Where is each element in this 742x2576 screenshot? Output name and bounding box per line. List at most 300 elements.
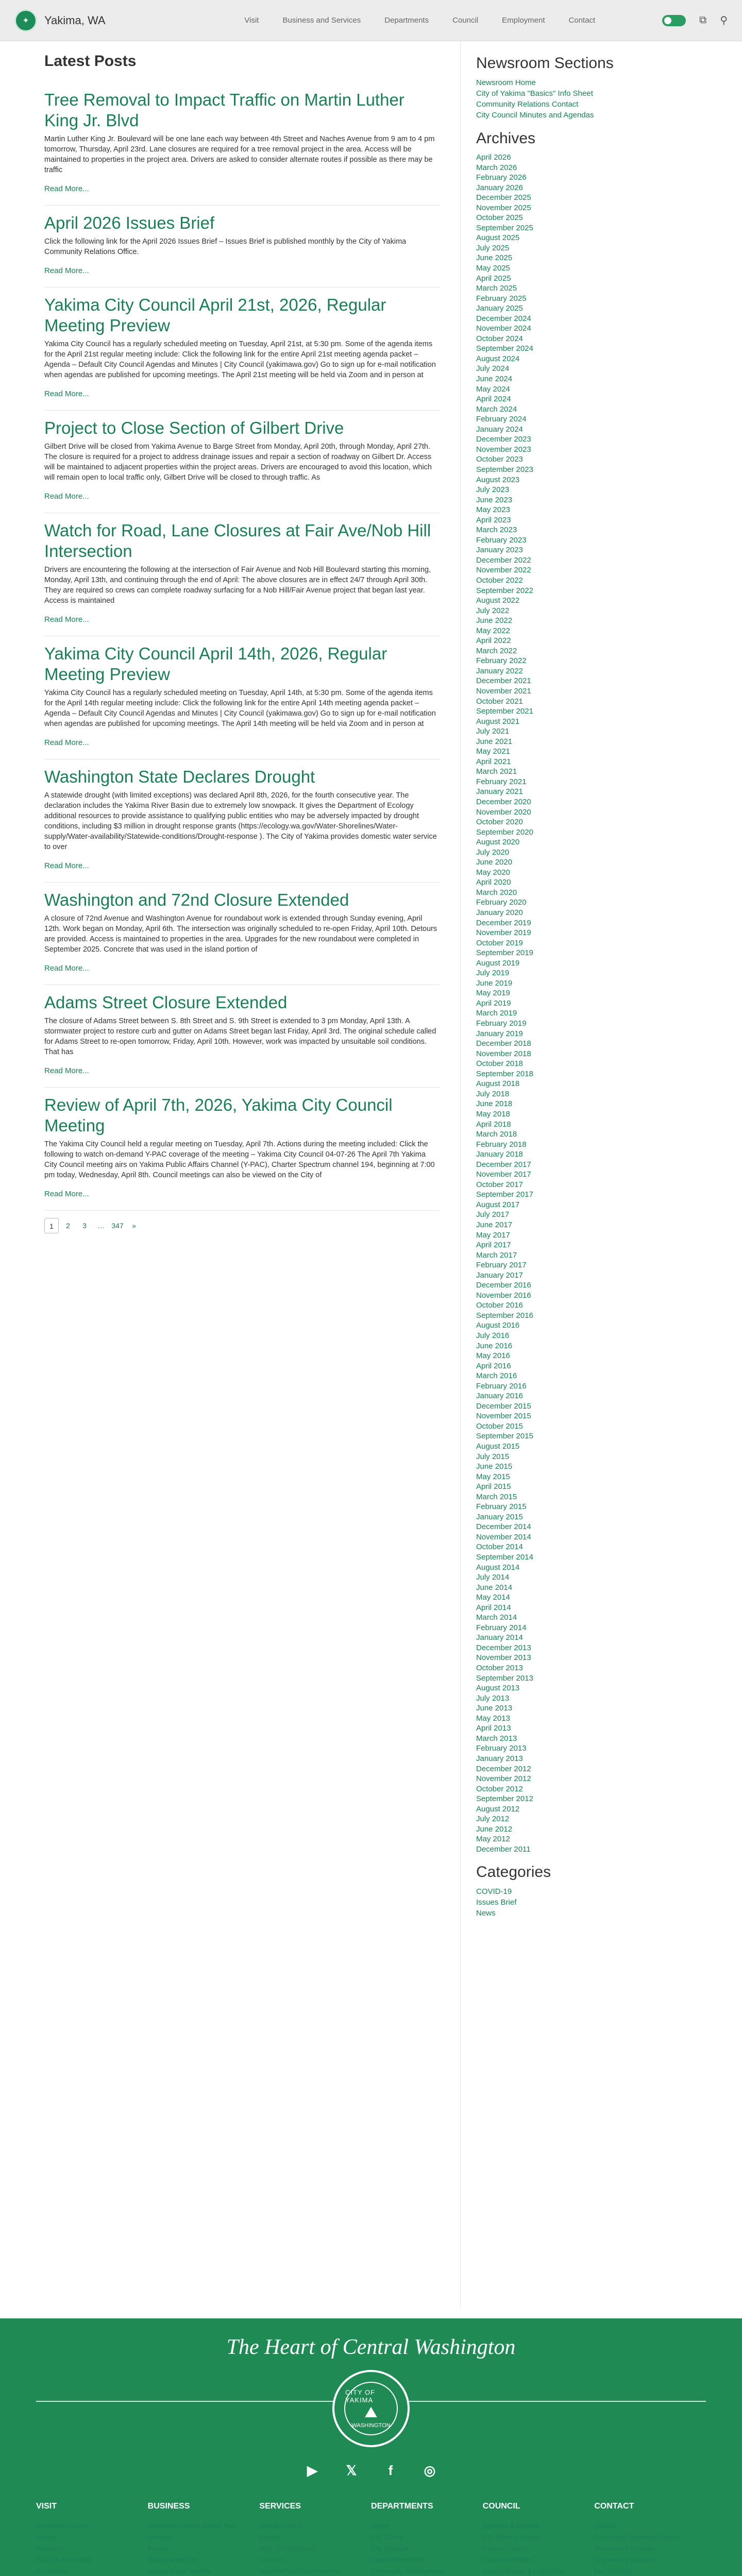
archive-link[interactable]: February 2019 [476, 1019, 527, 1028]
archive-link[interactable]: December 2015 [476, 1401, 531, 1411]
footer-link[interactable]: Museums [36, 2545, 64, 2552]
archive-link[interactable]: December 2021 [476, 676, 531, 686]
post-title[interactable]: April 2026 Issues Brief [44, 213, 215, 232]
archive-link[interactable]: September 2012 [476, 1794, 533, 1804]
archive-item [476, 485, 696, 495]
archive-link[interactable]: November 2022 [476, 566, 531, 575]
archive-link[interactable]: February 2022 [476, 656, 527, 666]
instagram-icon[interactable]: ◎ [424, 2462, 436, 2478]
read-more-link[interactable]: Read More... [44, 861, 89, 870]
post-title[interactable]: Review of April 7th, 2026, Yakima City Council Meeting [44, 1095, 393, 1135]
archive-link[interactable]: September 2017 [476, 1190, 533, 1199]
footer-column-title: VISIT [36, 2502, 57, 2511]
archive-link[interactable]: August 2019 [476, 958, 520, 968]
archive-link[interactable]: April 2015 [476, 1482, 511, 1492]
archive-link[interactable]: September 2019 [476, 948, 533, 958]
newsroom-section-item [476, 77, 696, 88]
archive-link[interactable]: February 2015 [476, 1502, 527, 1512]
footer-link[interactable]: Special Event Permits [147, 2568, 211, 2575]
archive-item [476, 1129, 696, 1140]
archive-link[interactable]: January 2018 [476, 1150, 523, 1159]
archive-link[interactable]: September 2020 [476, 827, 533, 837]
archive-link[interactable]: February 2014 [476, 1623, 527, 1632]
newsroom-section-link[interactable]: City of Yakima "Basics" Info Sheet [476, 89, 593, 98]
archive-link[interactable]: July 2017 [476, 1210, 510, 1219]
archive-link[interactable]: October 2021 [476, 697, 523, 706]
archive-link[interactable]: December 2020 [476, 798, 531, 806]
archive-link[interactable]: June 2021 [476, 737, 513, 746]
archive-link[interactable]: February 2013 [476, 1744, 527, 1753]
footer-link[interactable]: Animal Control [259, 2522, 302, 2530]
post-title[interactable]: Tree Removal to Impact Traffic on Martin Luther King Jr. Blvd [44, 90, 404, 130]
footer-link[interactable]: Department Contacts [594, 2545, 655, 2552]
post-title[interactable]: Yakima City Council April 14th, 2026, Regular Meeting Preview [44, 644, 387, 684]
archive-link[interactable]: December 2025 [476, 193, 531, 202]
archive-link[interactable]: December 2014 [476, 1522, 531, 1532]
archive-link[interactable]: June 2017 [476, 1220, 513, 1229]
archive-link[interactable]: January 2025 [476, 304, 523, 313]
footer-link[interactable]: Community Relations Contact [594, 2534, 680, 2541]
footer-link[interactable]: Licenses [147, 2534, 174, 2541]
archive-link[interactable]: April 2021 [476, 757, 511, 766]
next-page-link[interactable]: » [132, 1222, 136, 1230]
category-item [476, 1908, 696, 1919]
footer-link[interactable]: Selling to the City [147, 2556, 198, 2564]
archive-link[interactable]: December 2016 [476, 1281, 531, 1290]
archive-link[interactable]: November 2023 [476, 445, 531, 454]
footer-link[interactable]: Council Members [482, 2556, 533, 2564]
archive-link[interactable]: May 2018 [476, 1109, 510, 1118]
site-footer [0, 2318, 742, 2576]
archive-link[interactable]: August 2022 [476, 596, 520, 605]
archive-link[interactable]: March 2024 [476, 404, 517, 414]
footer-link[interactable]: History [36, 2534, 56, 2541]
facebook-icon[interactable]: f [388, 2462, 393, 2478]
archive-link[interactable]: July 2020 [476, 848, 510, 857]
archive-link[interactable]: April 2024 [476, 395, 511, 404]
archive-link[interactable]: October 2020 [476, 818, 523, 827]
newsroom-section-link[interactable]: Community Relations Contact [476, 100, 579, 109]
archive-link[interactable]: July 2024 [476, 364, 510, 374]
post-title[interactable]: Adams Street Closure Extended [44, 993, 288, 1012]
page-link[interactable]: 2 [66, 1222, 70, 1230]
archive-link[interactable]: September 2023 [476, 465, 533, 474]
archive-link[interactable]: April 2026 [476, 153, 511, 162]
archive-link[interactable]: August 2021 [476, 717, 520, 726]
newsroom-section-link[interactable]: Newsroom Home [476, 78, 536, 87]
archive-item [476, 354, 696, 364]
post-title[interactable]: Yakima City Council April 21st, 2026, Regular Meeting Preview [44, 295, 386, 335]
archive-link[interactable]: April 2014 [476, 1603, 511, 1612]
post-title[interactable]: Washington and 72nd Closure Extended [44, 890, 349, 909]
archive-link[interactable]: February 2017 [476, 1261, 527, 1270]
archive-item [476, 253, 696, 263]
archive-link[interactable]: October 2017 [476, 1180, 523, 1189]
read-more-link[interactable]: Read More... [44, 1190, 89, 1198]
archive-link[interactable]: April 2020 [476, 878, 511, 887]
archive-item [476, 1824, 696, 1835]
archive-link[interactable]: March 2020 [476, 888, 517, 897]
archive-link[interactable]: July 2023 [476, 485, 510, 495]
footer-link-item [483, 2543, 595, 2554]
archive-link[interactable]: March 2025 [476, 284, 517, 293]
archive-link[interactable]: May 2014 [476, 1593, 510, 1602]
archive-link[interactable]: June 2014 [476, 1583, 513, 1592]
footer-link[interactable]: Airport [371, 2522, 390, 2530]
archive-item [476, 1300, 696, 1311]
post-item [44, 213, 440, 287]
read-more-link[interactable]: Read More... [44, 615, 89, 624]
archive-link[interactable]: September 2021 [476, 707, 533, 716]
footer-columns [0, 2502, 742, 2576]
archive-item [476, 1160, 696, 1170]
archive-item [476, 1643, 696, 1653]
archive-link[interactable]: October 2019 [476, 938, 523, 947]
archive-link[interactable]: December 2013 [476, 1643, 531, 1652]
archive-link[interactable]: April 2022 [476, 636, 511, 646]
archive-link[interactable]: January 2024 [476, 425, 523, 434]
archive-link[interactable]: August 2024 [476, 354, 520, 363]
archive-link[interactable]: April 2025 [476, 274, 511, 283]
archive-link[interactable]: July 2013 [476, 1693, 510, 1703]
archive-link[interactable]: March 2013 [476, 1734, 517, 1743]
archive-link[interactable]: June 2013 [476, 1704, 513, 1713]
archive-link[interactable]: December 2019 [476, 918, 531, 927]
read-more-link[interactable]: Read More... [44, 1066, 89, 1075]
archive-link[interactable]: October 2013 [476, 1664, 523, 1673]
footer-link-item [36, 2566, 148, 2576]
archive-link[interactable]: December 2024 [476, 314, 531, 323]
footer-link[interactable]: Agendas & Minutes [482, 2522, 539, 2530]
nav-employment[interactable]: Employment [502, 16, 545, 25]
archive-link[interactable]: October 2018 [476, 1059, 523, 1069]
archive-link[interactable]: November 2021 [476, 686, 531, 696]
brand[interactable] [14, 9, 106, 32]
archive-link[interactable]: June 2016 [476, 1341, 513, 1350]
main-nav [244, 16, 595, 25]
archive-link[interactable]: July 2018 [476, 1089, 510, 1098]
archive-link[interactable]: October 2014 [476, 1543, 523, 1552]
archive-link[interactable]: November 2014 [476, 1532, 531, 1541]
archive-link[interactable]: December 2023 [476, 435, 531, 444]
archive-link[interactable]: September 2013 [476, 1673, 533, 1683]
footer-link[interactable]: Permits [147, 2545, 170, 2552]
archive-item [476, 897, 696, 908]
archive-link[interactable]: January 2020 [476, 908, 523, 918]
x-twitter-icon[interactable]: 𝕏 [346, 2462, 357, 2478]
archive-link[interactable]: June 2012 [476, 1824, 513, 1834]
archive-link[interactable]: November 2025 [476, 203, 531, 212]
archive-link[interactable]: August 2017 [476, 1200, 520, 1209]
youtube-icon[interactable]: ▶ [307, 2462, 317, 2478]
archive-link[interactable]: May 2024 [476, 384, 510, 394]
archive-link[interactable]: March 2017 [476, 1250, 517, 1260]
archive-link[interactable]: March 2022 [476, 646, 517, 655]
archive-item [476, 1320, 696, 1331]
archive-link[interactable]: July 2021 [476, 727, 510, 736]
footer-column [148, 2502, 260, 2576]
archive-link[interactable]: June 2022 [476, 616, 513, 625]
footer-link[interactable]: City Meeting Videos [482, 2534, 540, 2541]
archive-link[interactable]: April 2013 [476, 1724, 511, 1733]
archive-item [476, 1532, 696, 1543]
footer-link[interactable]: Parks & Recreation [36, 2556, 92, 2564]
nav-visit[interactable]: Visit [244, 16, 259, 25]
archive-item [476, 1351, 696, 1361]
archive-link[interactable]: May 2016 [476, 1351, 510, 1361]
archive-item [476, 263, 696, 274]
archive-link[interactable]: June 2019 [476, 978, 513, 988]
archive-item [476, 434, 696, 445]
footer-link[interactable]: Engineering Contacts [594, 2556, 656, 2564]
archive-link[interactable]: December 2012 [476, 1764, 531, 1773]
archive-link[interactable]: January 2023 [476, 546, 523, 555]
archive-item [476, 1170, 696, 1180]
archive-link[interactable]: May 2021 [476, 747, 510, 756]
archive-link[interactable]: August 2023 [476, 475, 520, 484]
archive-link[interactable]: October 2016 [476, 1301, 523, 1310]
archive-link[interactable]: March 2026 [476, 163, 517, 172]
archive-link[interactable]: July 2015 [476, 1452, 510, 1461]
archive-link[interactable]: March 2021 [476, 767, 517, 776]
category-link[interactable]: COVID-19 [476, 1887, 512, 1896]
archive-link[interactable]: June 2024 [476, 375, 513, 384]
archive-link[interactable]: August 2012 [476, 1804, 520, 1814]
archive-link[interactable]: December 2011 [476, 1844, 531, 1854]
archive-link[interactable]: March 2015 [476, 1492, 517, 1501]
archive-link[interactable]: October 2023 [476, 455, 523, 464]
archive-item [476, 414, 696, 425]
archive-link[interactable]: October 2012 [476, 1784, 523, 1793]
archive-link[interactable]: September 2024 [476, 344, 533, 353]
archive-link[interactable]: August 2013 [476, 1684, 520, 1693]
archive-link[interactable]: March 2016 [476, 1371, 517, 1381]
archive-link[interactable]: March 2018 [476, 1130, 517, 1139]
archive-link[interactable]: April 2017 [476, 1241, 511, 1250]
archive-item [476, 1411, 696, 1421]
footer-link[interactable]: Jobs / Employment [259, 2545, 314, 2552]
post-title[interactable]: Washington State Declares Drought [44, 767, 315, 786]
archive-item [476, 1472, 696, 1482]
footer-link[interactable]: Code Enforcement [371, 2556, 425, 2564]
footer-link[interactable]: City Manager [371, 2545, 410, 2552]
archive-link[interactable]: February 2024 [476, 415, 527, 424]
archive-item [476, 1814, 696, 1824]
archive-link[interactable]: February 2026 [476, 173, 527, 182]
read-more-link[interactable]: Read More... [44, 964, 89, 973]
archive-link[interactable]: January 2013 [476, 1754, 523, 1763]
archive-link[interactable]: January 2019 [476, 1029, 523, 1038]
archive-link[interactable]: February 2023 [476, 535, 527, 545]
archive-link[interactable]: December 2018 [476, 1039, 531, 1048]
archive-link[interactable]: September 2025 [476, 223, 533, 232]
footer-link[interactable]: Events [259, 2534, 279, 2541]
footer-link[interactable]: Contact [594, 2522, 617, 2530]
footer-link[interactable]: City Clerks [371, 2534, 402, 2541]
archive-link[interactable]: November 2013 [476, 1653, 531, 1663]
post-title[interactable]: Project to Close Section of Gilbert Drive [44, 418, 344, 437]
seal-top-text: CITY OF YAKIMA [345, 2388, 376, 2404]
archive-link[interactable]: May 2019 [476, 989, 510, 998]
nav-council[interactable]: Council [452, 16, 479, 25]
archive-link[interactable]: February 2021 [476, 777, 527, 786]
read-more-link[interactable]: Read More... [44, 184, 89, 193]
footer-link[interactable]: Community Development [371, 2568, 444, 2575]
archive-item [476, 384, 696, 395]
archive-link[interactable]: January 2022 [476, 666, 523, 675]
page-link[interactable]: 347 [111, 1222, 124, 1230]
archive-link[interactable]: August 2020 [476, 838, 520, 847]
archive-link[interactable]: May 2015 [476, 1472, 510, 1481]
archive-link[interactable]: June 2015 [476, 1462, 513, 1471]
archive-link[interactable]: February 2018 [476, 1140, 527, 1149]
archive-item [476, 1442, 696, 1452]
archive-link[interactable]: July 2025 [476, 243, 510, 252]
archive-link[interactable]: January 2015 [476, 1512, 523, 1521]
archive-item [476, 1723, 696, 1734]
archive-link[interactable]: August 2015 [476, 1442, 520, 1451]
footer-link[interactable]: Downtown Yakima Master Plan [147, 2522, 237, 2530]
archive-link[interactable]: June 2025 [476, 253, 513, 263]
archive-item [476, 868, 696, 878]
read-more-link[interactable]: Read More... [44, 266, 89, 275]
archive-link[interactable]: May 2023 [476, 505, 510, 515]
nav-departments[interactable]: Departments [384, 16, 429, 25]
read-more-link[interactable]: Read More... [44, 492, 89, 501]
archive-link[interactable]: November 2012 [476, 1774, 531, 1784]
archive-link[interactable]: January 2014 [476, 1633, 523, 1642]
archive-link[interactable]: September 2022 [476, 586, 533, 595]
archive-link[interactable]: January 2017 [476, 1270, 523, 1280]
post-item [44, 767, 440, 883]
archive-link[interactable]: August 2016 [476, 1321, 520, 1330]
archive-link[interactable]: June 2018 [476, 1099, 513, 1109]
archive-item [476, 525, 696, 535]
archive-item [476, 1592, 696, 1603]
read-more-link[interactable]: Read More... [44, 389, 89, 398]
search-icon[interactable]: ⚲ [720, 15, 728, 26]
seal-emblem-icon: ⛰ [364, 2404, 378, 2421]
archive-link[interactable]: September 2015 [476, 1432, 533, 1441]
archive-link[interactable]: October 2022 [476, 575, 523, 585]
nav-contact[interactable]: Contact [568, 16, 596, 25]
archive-link[interactable]: January 2021 [476, 787, 523, 796]
archive-link[interactable]: April 2018 [476, 1120, 511, 1129]
translate-icon[interactable]: ⧉ [699, 14, 707, 26]
archive-link[interactable]: October 2015 [476, 1421, 523, 1431]
archive-link[interactable]: July 2016 [476, 1331, 510, 1340]
footer-link[interactable]: Fire Contacts [594, 2568, 633, 2575]
archive-link[interactable]: November 2020 [476, 807, 531, 817]
archive-item [476, 1431, 696, 1442]
archive-link[interactable]: November 2017 [476, 1170, 531, 1179]
archive-link[interactable]: July 2012 [476, 1815, 510, 1824]
post-title[interactable]: Watch for Road, Lane Closures at Fair Ave/Nob Hill Intersection [44, 521, 431, 561]
footer-link[interactable]: Recreation [36, 2568, 68, 2575]
footer-link-item [594, 2566, 706, 2576]
archive-link[interactable]: September 2016 [476, 1311, 533, 1320]
archive-item [476, 454, 696, 465]
archive-link[interactable]: November 2016 [476, 1291, 531, 1300]
archive-item [476, 1089, 696, 1099]
page-title: Latest Posts [44, 53, 137, 70]
archive-item [476, 1180, 696, 1190]
archive-link[interactable]: March 2014 [476, 1613, 517, 1622]
archive-link[interactable]: May 2020 [476, 868, 510, 877]
post-item [44, 520, 440, 636]
archive-item [476, 817, 696, 827]
archive-link[interactable]: January 2016 [476, 1392, 523, 1401]
archive-link[interactable]: October 2025 [476, 213, 523, 223]
archive-item [476, 404, 696, 415]
archive-item [476, 918, 696, 928]
archive-link[interactable]: January 2026 [476, 183, 523, 192]
archive-link[interactable]: July 2014 [476, 1573, 510, 1582]
archive-link[interactable]: April 2016 [476, 1361, 511, 1370]
archive-link[interactable]: February 2020 [476, 898, 527, 907]
archive-link[interactable]: November 2018 [476, 1049, 531, 1058]
footer-link[interactable]: Council Bodies & Legislation [482, 2568, 565, 2575]
archive-link[interactable]: March 2019 [476, 1009, 517, 1018]
archive-link[interactable]: August 2018 [476, 1079, 520, 1089]
footer-link[interactable]: Contact Council [482, 2545, 528, 2552]
nav-business-services[interactable]: Business and Services [282, 16, 361, 25]
page-link[interactable]: 3 [82, 1222, 87, 1230]
theme-toggle[interactable] [662, 15, 686, 26]
archive-item [476, 767, 696, 777]
newsroom-section-item [476, 110, 696, 121]
archive-link[interactable]: December 2017 [476, 1160, 531, 1169]
archive-link[interactable]: May 2013 [476, 1714, 510, 1723]
archive-link[interactable]: December 2022 [476, 555, 531, 565]
archive-link[interactable]: June 2020 [476, 858, 513, 867]
social-links [0, 2460, 742, 2481]
archive-item [476, 1331, 696, 1341]
archive-link[interactable]: April 2023 [476, 515, 511, 524]
archive-link[interactable]: November 2024 [476, 324, 531, 333]
archive-link[interactable]: February 2025 [476, 294, 527, 303]
footer-link-item [148, 2520, 260, 2532]
archive-link[interactable]: May 2012 [476, 1835, 510, 1844]
archive-link[interactable]: May 2025 [476, 264, 510, 273]
footer-link[interactable]: Neighborhood Development [259, 2568, 340, 2575]
read-more-link[interactable]: Read More... [44, 738, 89, 747]
archive-link[interactable]: November 2015 [476, 1412, 531, 1421]
newsroom-section-link[interactable]: City Council Minutes and Agendas [476, 111, 594, 120]
archive-link[interactable]: September 2014 [476, 1553, 533, 1562]
archive-link[interactable]: August 2014 [476, 1563, 520, 1572]
category-link[interactable]: Issues Brief [476, 1898, 517, 1907]
footer-link[interactable]: Licenses [259, 2556, 285, 2564]
archive-link[interactable]: November 2019 [476, 928, 531, 938]
archive-link[interactable]: April 2019 [476, 998, 511, 1008]
archive-link[interactable]: March 2023 [476, 526, 517, 535]
archive-link[interactable]: February 2016 [476, 1381, 527, 1391]
archive-link[interactable]: August 2025 [476, 233, 520, 243]
archive-link[interactable]: July 2019 [476, 969, 510, 978]
archive-item [476, 737, 696, 747]
archive-link[interactable]: October 2024 [476, 334, 523, 343]
archive-link[interactable]: June 2023 [476, 495, 513, 504]
archive-link[interactable]: July 2022 [476, 606, 510, 615]
archive-link[interactable]: May 2017 [476, 1230, 510, 1240]
category-link[interactable]: News [476, 1909, 496, 1918]
archive-link[interactable]: May 2022 [476, 626, 510, 635]
footer-link[interactable]: Convention Center [36, 2522, 90, 2530]
archive-link[interactable]: September 2018 [476, 1069, 533, 1078]
archive-item [476, 1774, 696, 1784]
archive-item [476, 616, 696, 626]
